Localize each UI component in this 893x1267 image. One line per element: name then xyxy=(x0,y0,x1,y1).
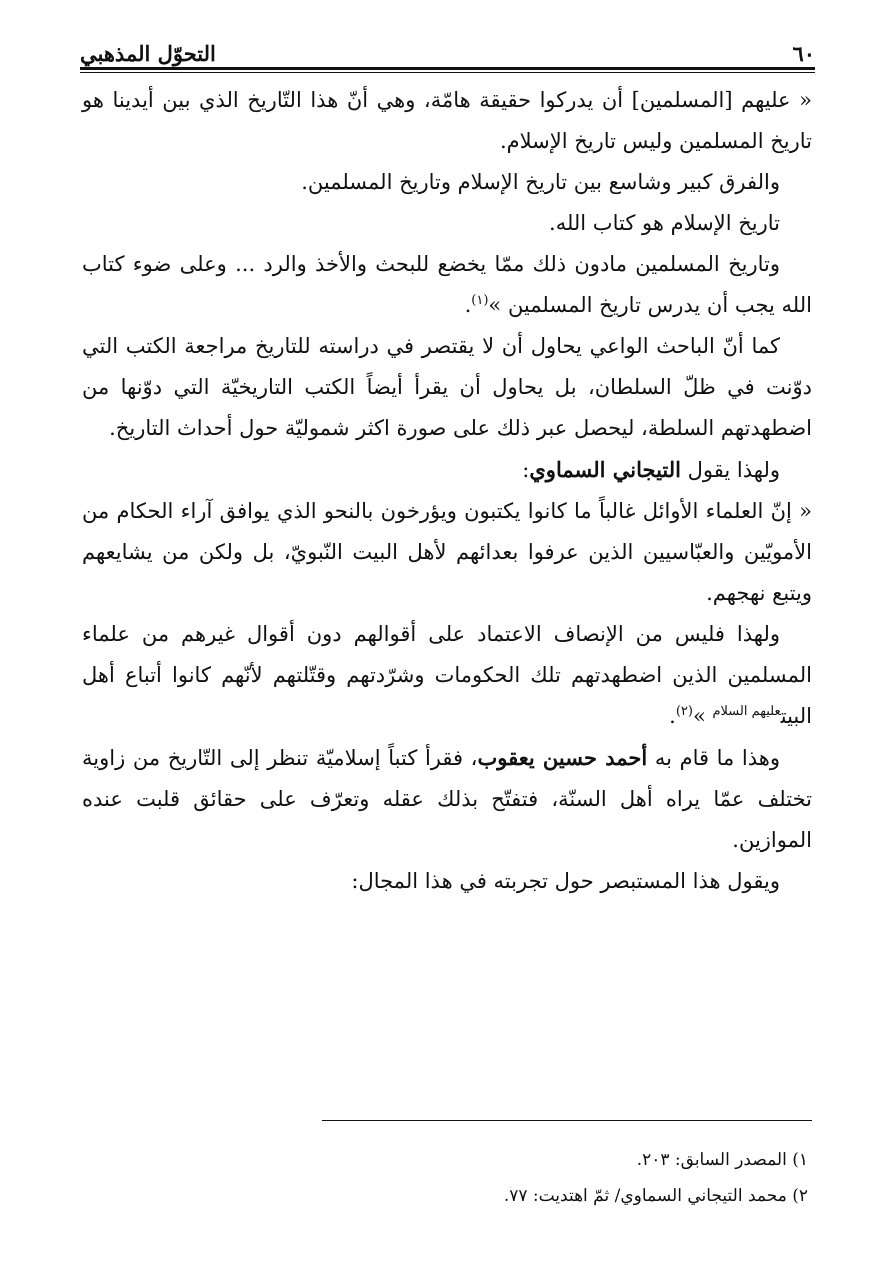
running-header xyxy=(80,30,815,66)
paragraph xyxy=(82,614,812,737)
header-rule xyxy=(80,67,815,70)
footnote-2: ٢) محمد التيجاني السماوي/ ثمّ اهتديت: ٧٧. xyxy=(503,1186,808,1206)
footnote-ref-1[interactable]: (١) xyxy=(471,293,489,308)
paragraph-text: ، فقرأ كتباً إسلاميّة تنظر إلى التّاريخ من زاوية تختلف عمّا يراه أهل السنّة، فتفتّح بذلك عقله وتعرّف على حقائق قلبت عنده الموازين. xyxy=(82,746,812,852)
footnote-1: ١) المصدر السابق: ٢٠٣. xyxy=(636,1150,808,1170)
paragraph-text: ولهذا يقول xyxy=(680,458,780,482)
paragraph-quote-start: « عليهم [المسلمين] أن يدركوا حقيقة هامّة، وهي أنّ هذا التّاريخ الذي بين أيدينا هو تاريخ المسلمين وليس تاريخ الإسلام. xyxy=(82,88,812,153)
author-name: أحمد حسين يعقوب xyxy=(477,745,648,770)
main-text xyxy=(82,80,812,902)
paragraph: كما أنّ الباحث الواعي يحاول أن لا يقتصر في دراسته للتاريخ مراجعة الكتب التي دوّنت في ظلّ السلطان، بل يحاول أن يقرأ أيضاً الكتب التاريخيّة التي دوّنها من اضطهدتهم السلطة، ليحصل عبر ذلك على صورة اكثر شموليّة حول أحداث التاريخ. xyxy=(82,334,812,440)
blessing-glyph: عليهم السلام xyxy=(712,704,781,719)
page-number: ٦٠ xyxy=(792,41,815,66)
paragraph xyxy=(82,244,812,326)
paragraph-text: وتاريخ المسلمين مادون ذلك ممّا يخضع للبحث والأخذ والرد ... وعلى ضوء كتاب الله يجب أن يدرس تاريخ المسلمين » xyxy=(82,252,812,317)
paragraph-text: وهذا ما قام به xyxy=(647,746,780,770)
author-name: التيجاني السماوي xyxy=(529,457,681,482)
punctuation: . xyxy=(464,293,472,317)
footnotes xyxy=(82,1142,812,1214)
paragraph xyxy=(82,737,812,861)
paragraph: تاريخ الإسلام هو كتاب الله. xyxy=(549,211,780,235)
paragraph-quote-start: « إنّ العلماء الأوائل غالباً ما كانوا يكتبون ويؤرخون بالنحو الذي يوافق آراء الحكام من الأمويّين والعبّاسيين الذين عرفوا بعدائهم لأهل البيت النّبويّ، بل ولكن من يشايعهم ويتبع نهجهم. xyxy=(82,499,812,605)
footnote-separator xyxy=(322,1120,812,1121)
paragraph: والفرق كبير وشاسع بين تاريخ الإسلام وتاريخ المسلمين. xyxy=(301,170,780,194)
punctuation: . xyxy=(669,704,676,728)
paragraph xyxy=(82,449,812,491)
quote-close: » xyxy=(692,704,713,728)
paragraph: ويقول هذا المستبصر حول تجربته في هذا المجال: xyxy=(351,869,780,893)
footnote-ref-2[interactable]: (٢) xyxy=(675,704,693,719)
paragraph-text: ولهذا فليس من الإنصاف الاعتماد على أقوالهم دون أقوال غيرهم من علماء المسلمين الذين اضطهدتهم تلك الحكومات وشرّدتهم وقتّلتهم لأنّهم كانوا أتباع أهل البيت xyxy=(82,622,812,728)
header-rule-thin xyxy=(80,72,815,73)
punctuation: : xyxy=(522,458,530,482)
running-title: التحوّل المذهبي xyxy=(80,41,216,66)
